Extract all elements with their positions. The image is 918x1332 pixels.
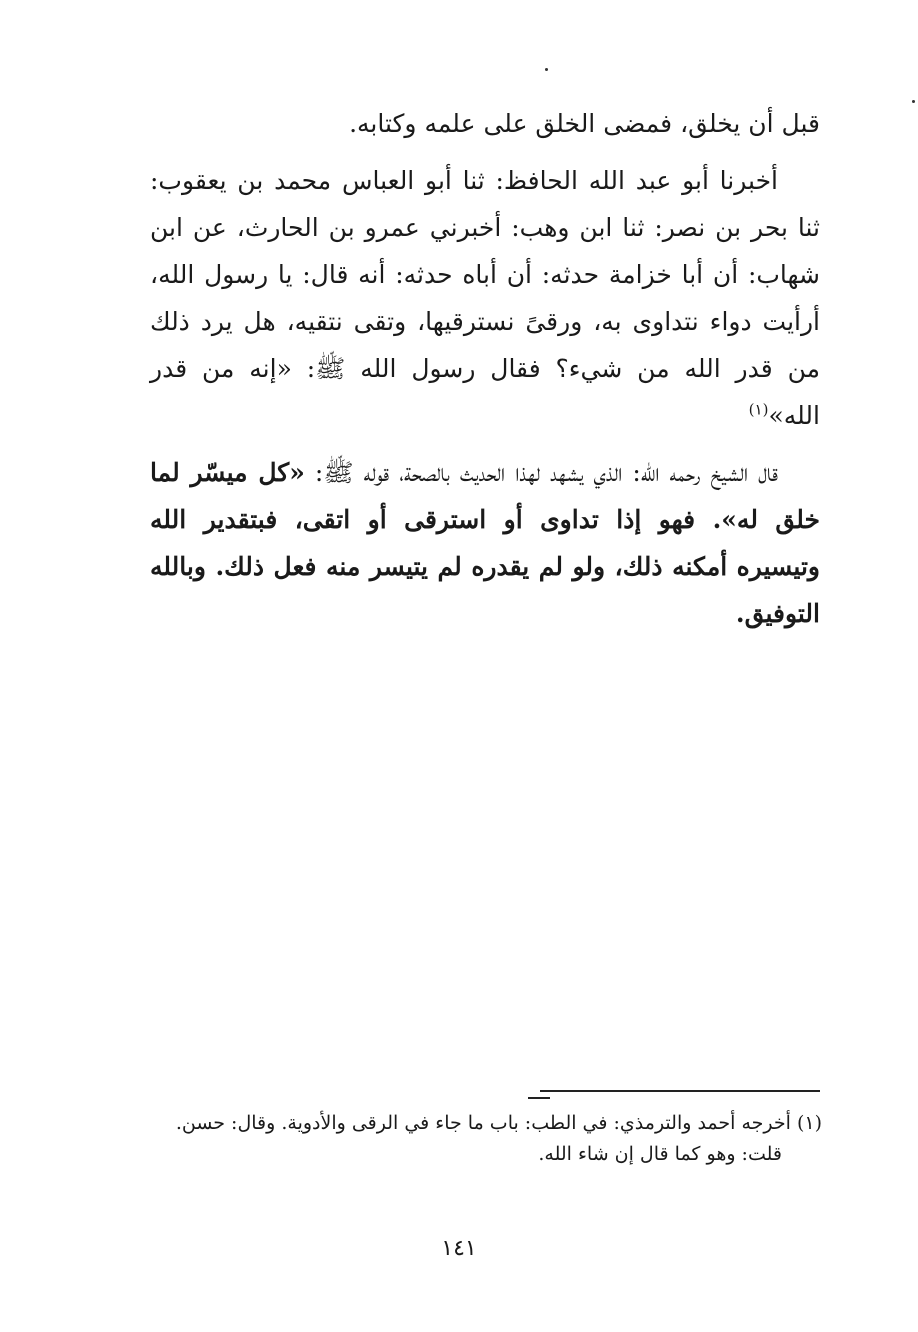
footnote-separator <box>540 1090 820 1092</box>
hadith-text: أخبرنا أبو عبد الله الحافظ: ثنا أبو العباس محمد بن يعقوب: ثنا بحر بن نصر: ثنا ابن وهب: أخبرني عمرو بن الحارث، عن ابن شهاب: أن أبا خزامة حدثه: أن أباه حدثه: أنه قال: يا رسول الله، أرأيت دواء نتداوى به، ورقىً نسترقيها، وتقى نتقيه، هل يرد ذلك من قدر الله من شيء؟ فقال رسول الله ﷺ: «إنه من قدر الله» <box>150 166 820 430</box>
commentary-text: قال الشيخ رحمه الله: الذي يشهد لهذا الحديث بالصحة، قوله ﷺ: <box>304 458 778 487</box>
footnotes <box>150 1108 822 1170</box>
footnote-separator-mark <box>528 1097 550 1099</box>
intro-line: قبل أن يخلق، فمضى الخلق على علمه وكتابه. <box>349 109 820 138</box>
footnote-reference[interactable]: (١) <box>748 400 769 419</box>
page-number: ١٤١ <box>441 1236 477 1261</box>
hadith-paragraph <box>150 157 820 439</box>
commentary-bold-text: «كل ميسّر لما خلق له». فهو إذا تداوى أو استرقى أو اتقى، فبتقدير الله وتيسيره أمكنه ذلك، ولو لم يقدره لم يتيسر منه فعل ذلك. وبالله التوفيق. <box>150 458 820 628</box>
main-text <box>150 100 820 647</box>
commentary-paragraph <box>150 449 820 637</box>
page-speck <box>912 100 915 103</box>
footnote-line: قلت: وهو كما قال إن شاء الله. <box>538 1143 782 1165</box>
footnote-line: (١) أخرجه أحمد والترمذي: في الطب: باب ما جاء في الرقى والأدوية. وقال: حسن. <box>175 1112 822 1134</box>
page-speck <box>545 68 548 71</box>
